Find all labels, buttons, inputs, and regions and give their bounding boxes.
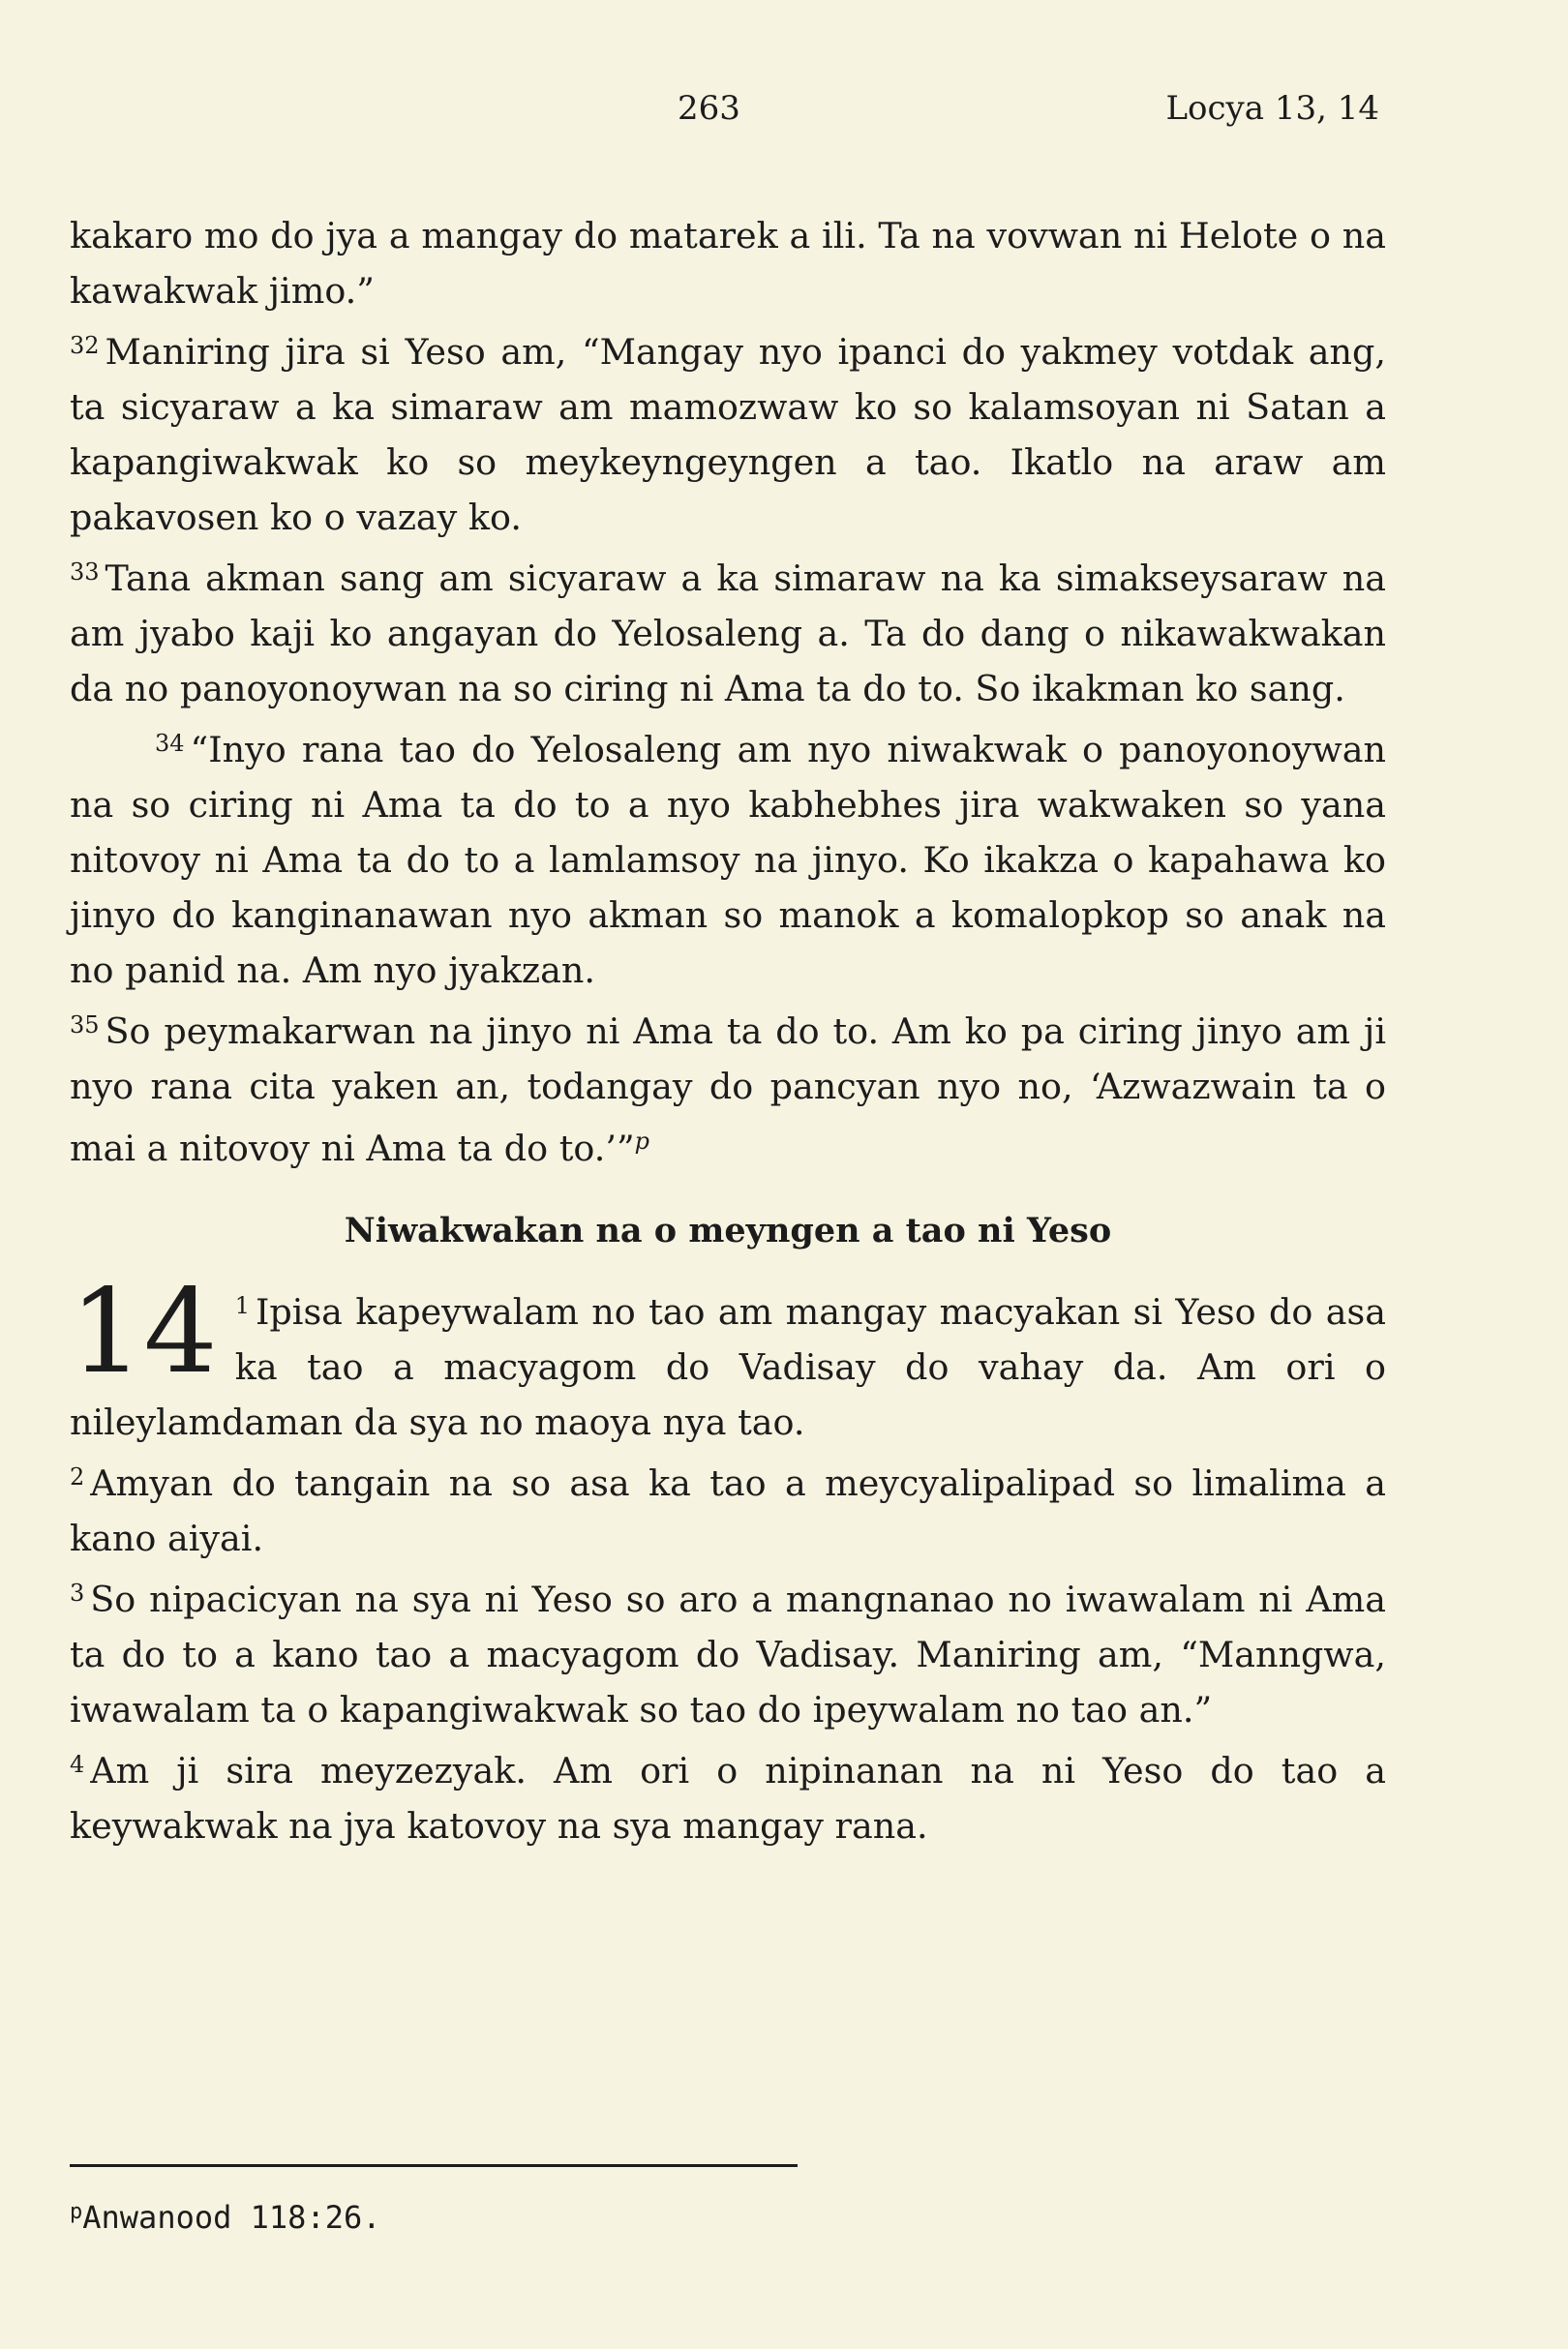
footnote-text: Anwanood 118:26.: [82, 2199, 381, 2236]
verse-32: [70, 318, 1386, 545]
verse-35: [70, 998, 1386, 1176]
verse-3: [70, 1566, 1386, 1737]
verse-text: “Inyo rana tao do Yelosaleng am nyo niwakwak o panoyonoywan na so ciring ni Ama ta do to a nyo kabhebhes jira wakwaken so yana nitovoy ni Ama ta do to a lamlamsoy na jinyo. Ko ikakza o kapahawa ko jinyo do kanginanawan nyo akman so manok a komalopkop so anak na no panid na. Am nyo jyakzan.: [70, 729, 1386, 991]
verse-2: [70, 1450, 1386, 1566]
verse-number: 32: [70, 332, 100, 359]
verse-text: Ipisa kapeywalam no tao am mangay macyakan si Yeso do asa ka tao a macyagom do Vadisay do vahay da. Am ori o nileylamdaman da sya no maoya nya tao.: [70, 1291, 1386, 1443]
footnote-reference: p: [634, 1128, 649, 1155]
running-head: [0, 89, 1568, 137]
footnote: [70, 2199, 381, 2236]
verse-33: [70, 545, 1386, 716]
verse-text: So nipacicyan na sya ni Yeso so aro a mangnanao no iwawalam ni Ama ta do to a kano tao a macyagom do Vadisay. Maniring am, “Manngwa, iwawalam ta o kapangiwakwak so tao do ipeywalam no tao an.”: [70, 1579, 1386, 1731]
verse-continuation: kakaro mo do jya a mangay do matarek a ili. Ta na vovwan ni Helote o na kawakwak jimo.”: [70, 215, 1386, 312]
verse-number: 34: [155, 730, 185, 757]
verse-text: Maniring jira si Yeso am, “Mangay nyo ipanci do yakmey votdak ang, ta sicyaraw a ka simaraw am mamozwaw ko so kalamsoyan ni Satan a kapangiwakwak ko so meykeyngeyngen a tao. Ikatlo na araw am pakavosen ko o vazay ko.: [70, 331, 1386, 538]
verse-number: 1: [234, 1292, 250, 1319]
chapter-number: 14: [70, 1265, 218, 1400]
verse-4: [70, 1737, 1386, 1853]
verse-number: 4: [70, 1751, 85, 1778]
verse-text: Amyan do tangain na so asa ka tao a meycyalipalipad so limalima a kano aiyai.: [70, 1462, 1386, 1559]
verse-number: 3: [70, 1580, 85, 1607]
verse-number: 33: [70, 558, 100, 586]
footnote-divider: [70, 2164, 798, 2167]
verse-text: So peymakarwan na jinyo ni Ama ta do to. Am ko pa ciring jinyo am ji nyo rana cita yaken an, todangay do pancyan nyo no, ‘Azwazwain ta o mai a nitovoy ni Ama ta do to.’”: [70, 1010, 1386, 1169]
footnote-marker: p: [70, 2200, 83, 2224]
verse-34: [70, 716, 1386, 998]
main-text: [70, 208, 1386, 1853]
chapter-reference: Locya 13, 14: [1165, 89, 1379, 128]
verse-1: [70, 1265, 1386, 1450]
section-heading: Niwakwakan na o meyngen a tao ni Yeso: [344, 1211, 1112, 1250]
verse-number: 35: [70, 1011, 100, 1039]
verse-text: Tana akman sang am sicyaraw a ka simaraw na ka simakseysaraw na am jyabo kaji ko angayan do Yelosaleng a. Ta do dang o nikawakwakan da no panoyonoywan na so ciring ni Ama ta do to. So ikakman ko sang.: [70, 557, 1386, 709]
verse-number: 2: [70, 1463, 85, 1491]
chapter-14: [70, 1265, 1386, 1853]
verse-text: Am ji sira meyzezyak. Am ori o nipinanan na ni Yeso do tao a keywakwak na jya katovoy na sya mangay rana.: [70, 1750, 1386, 1847]
page-number: 263: [678, 89, 740, 128]
